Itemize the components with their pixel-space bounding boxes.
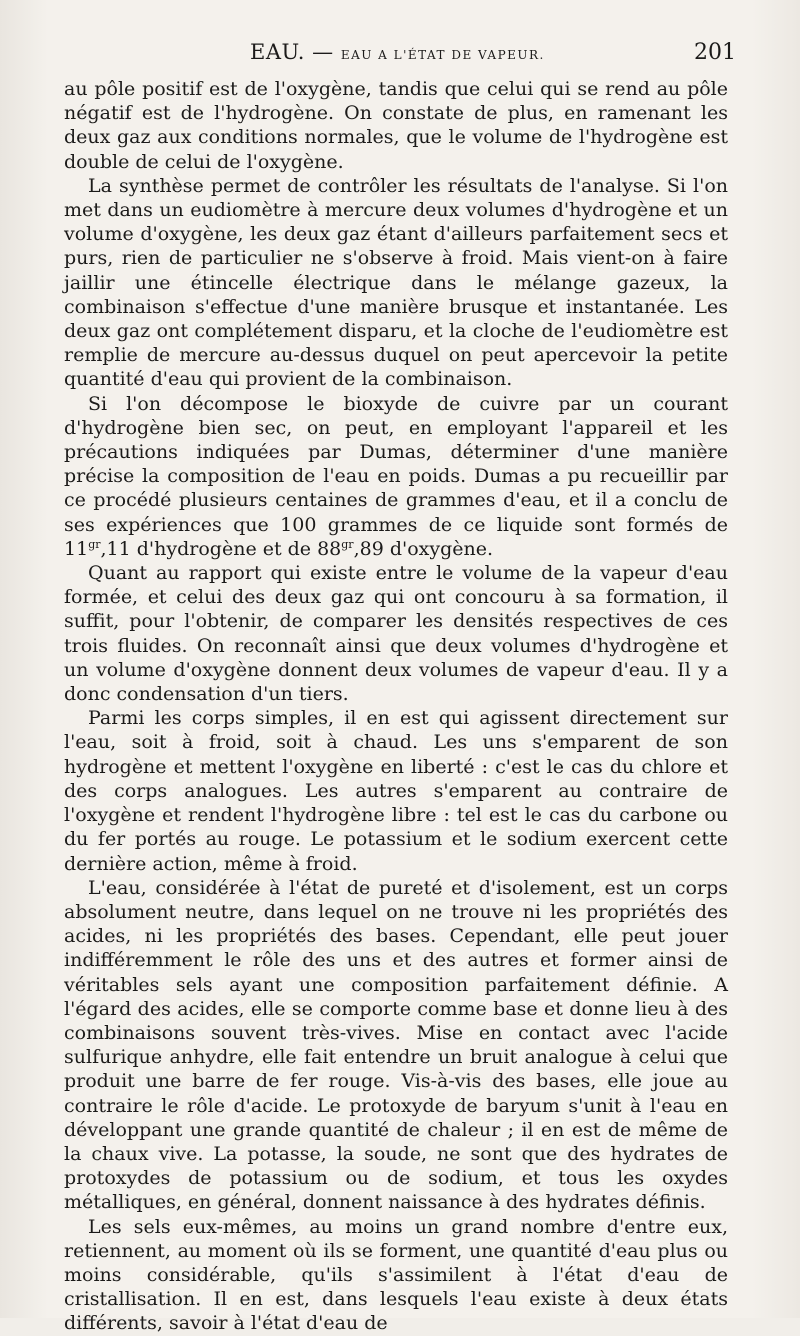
paragraph-4: Quant au rapport qui existe entre le volume de la vapeur d'eau formée, et celui des deux gaz qui ont concouru à sa formation, il suffit, pour l'obtenir, de comparer les densités respectives de ces trois fluides. On reconnaît ainsi que deux volumes d'hydrogène et un volume d'oxygène donnent deux volumes de vapeur d'eau. Il y a donc condensation d'un tiers. (64, 562, 728, 706)
paragraph-2: La synthèse permet de contrôler les résultats de l'analyse. Si l'on met dans un eudiomètre à mercure deux volumes d'hydrogène et un volume d'oxygène, les deux gaz étant d'ailleurs parfaitement secs et purs, rien de particulier ne s'observe à froid. Mais vient-on à faire jaillir une étincelle électrique dans le mélange gazeux, la combinaison s'effectue d'une manière brusque et instantanée. Les deux gaz ont complétement disparu, et la cloche de l'eudiomètre est remplie de mercure au-dessus duquel on peut apercevoir la petite quantité d'eau qui provient de la combinaison. (64, 174, 728, 391)
header-title: EAU. (250, 40, 305, 64)
paragraph-3-text-b: ,11 d'hydrogène et de 88 (100, 537, 342, 560)
header-dash: — (304, 40, 341, 64)
body-text (64, 77, 728, 1336)
running-head (250, 40, 545, 64)
page-number: 201 (694, 40, 736, 65)
paragraph-3-text-a: Si l'on décompose le bioxyde de cuivre par un courant d'hydrogène bien sec, on peut, en employant l'appareil et les précautions indiquées par Dumas, déterminer d'une manière précise la composition de l'eau en poids. Dumas a pu recueillir par ce procédé plusieurs centaines de grammes d'eau, et il a conclu de ses expériences que 100 grammes de ce liquide sont formés de 11 (64, 392, 728, 560)
paragraph-5: Parmi les corps simples, il en est qui agissent directement sur l'eau, soit à froid, soit à chaud. Les uns s'emparent de son hydrogène et mettent l'oxygène en liberté : c'est le cas du chlore et des corps analogues. Les autres s'emparent au contraire de l'oxygène et rendent l'hydrogène libre : tel est le cas du carbone ou du fer portés au rouge. Le potassium et le sodium exercent cette dernière action, même à froid. (64, 707, 728, 875)
paragraph-1: au pôle positif est de l'oxygène, tandis que celui qui se rend au pôle négatif est de l'hydrogène. On constate de plus, en ramenant les deux gaz aux conditions normales, que le volume de l'hydrogène est double de celui de l'oxygène. (64, 78, 728, 173)
paragraph-7: Les sels eux-mêmes, au moins un grand nombre d'entre eux, retiennent, au moment où ils se forment, une quantité d'eau plus ou moins considérable, qu'ils s'assimilent à l'état d'eau de cristallisation. Il en est, dans lesquels l'eau existe à deux états différents, savoir à l'état d'eau de (64, 1215, 728, 1335)
header-subtitle: EAU A L'ÉTAT DE VAPEUR. (340, 48, 545, 62)
gram-abbreviation: gr (88, 537, 101, 551)
paragraph-3 (64, 392, 728, 561)
paragraph-3-text-c: ,89 d'oxygène. (353, 537, 494, 560)
page-header (64, 40, 736, 70)
paragraph-6: L'eau, considérée à l'état de pureté et d'isolement, est un corps absolument neutre, dans lequel on ne trouve ni les propriétés des acides, ni les propriétés des bases. Cependant, elle peut jouer indifféremment le rôle des uns et des autres et former ainsi de véritables sels ayant une composition parfaitement définie. A l'égard des acides, elle se comporte comme base et donne lieu à des combinaisons souvent très-vives. Mise en contact avec l'acide sulfurique anhydre, elle fait entendre un bruit analogue à celui que produit une barre de fer rouge. Vis-à-vis des bases, elle joue au contraire le rôle d'acide. Le protoxyde de baryum s'unit à l'eau en développant une grande quantité de chaleur ; il en est de même de la chaux vive. La potasse, la soude, ne sont que des hydrates de protoxydes de potassium ou de sodium, et tous les oxydes métalliques, en général, donnent naissance à des hydrates définis. (64, 876, 728, 1214)
gram-abbreviation: gr (341, 537, 354, 551)
